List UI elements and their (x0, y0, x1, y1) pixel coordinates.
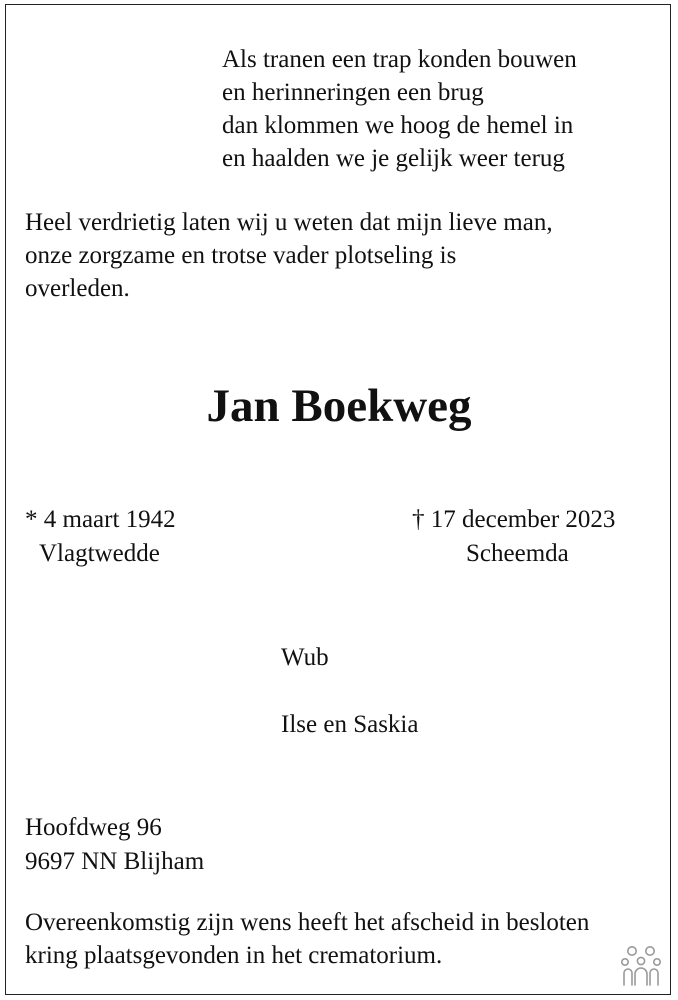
relative-children: Ilse en Saskia (281, 711, 419, 738)
intro-line: onze zorgzame en trotse vader plotseling is (25, 242, 457, 269)
death-place: Scheemda (466, 540, 569, 567)
death-date: † 17 december 2023 (412, 506, 616, 533)
closing-line: Overeenkomstig zijn wens heeft het afscheid in besloten (25, 909, 590, 936)
poem-line: en haalden we je gelijk weer terug (222, 145, 565, 172)
poem-line: Als tranen een trap konden bouwen (222, 46, 577, 73)
birth-place: Vlagtwedde (39, 540, 160, 567)
relative-spouse: Wub (281, 644, 329, 671)
intro-text (25, 206, 553, 305)
intro-line: Heel verdrietig laten wij u weten dat mijn lieve man, (25, 209, 553, 236)
address-street: Hoofdweg 96 (25, 814, 162, 841)
closing-text (25, 906, 589, 972)
address-city: 9697 NN Blijham (25, 848, 205, 875)
poem-line: dan klommen we hoog de hemel in (222, 112, 574, 139)
poem (222, 43, 577, 175)
deceased-name: Jan Boekweg (206, 380, 472, 432)
intro-line: overleden. (25, 275, 130, 302)
family-people-icon (619, 943, 663, 987)
poem-line: en herinneringen een brug (222, 79, 484, 106)
birth-date: * 4 maart 1942 (25, 506, 176, 533)
closing-line: kring plaatsgevonden in het crematorium. (25, 942, 443, 969)
